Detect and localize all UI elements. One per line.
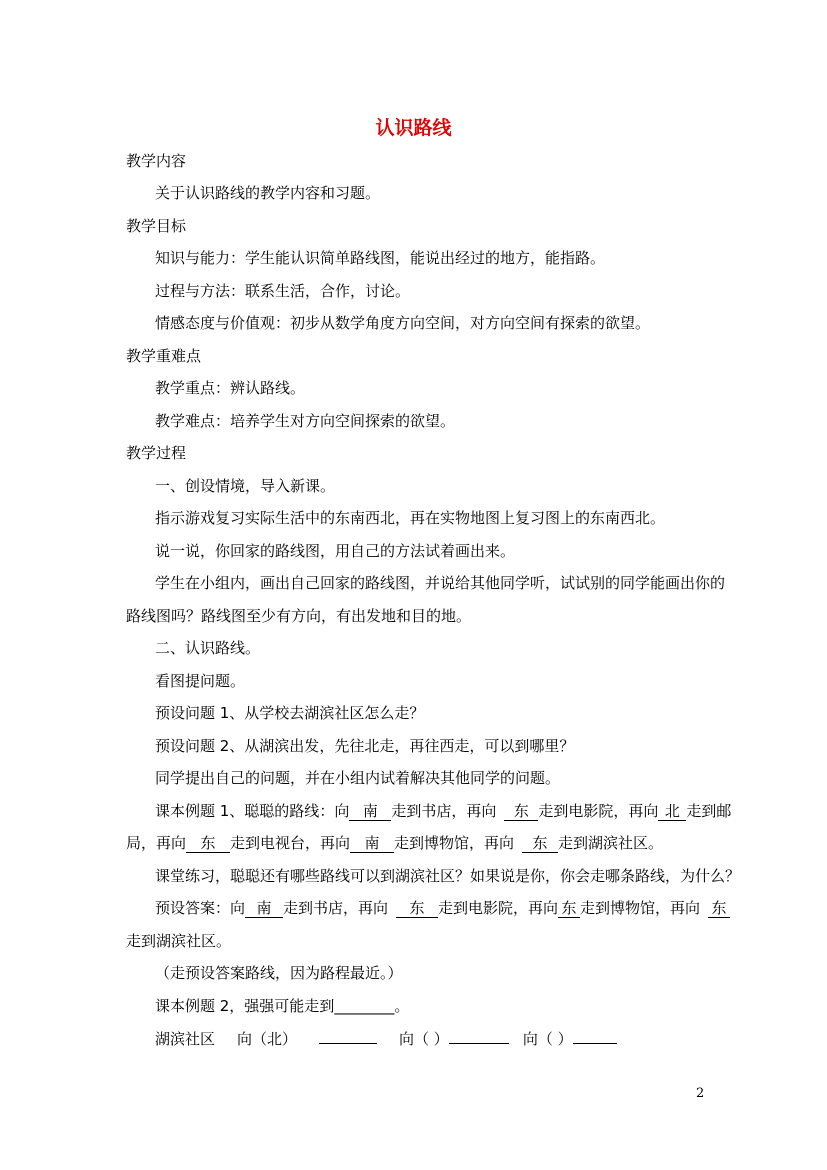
text-run: 走到博物馆，再向 bbox=[580, 899, 701, 917]
route-direction: 向（ ） bbox=[522, 1030, 573, 1048]
filled-blank: 东 bbox=[186, 834, 230, 853]
text-run: 走到电影院，再向 bbox=[538, 802, 659, 820]
filled-blank: 东 bbox=[504, 802, 538, 821]
text-run: 走到电视台，再向 bbox=[230, 834, 351, 852]
filled-blank: 南 bbox=[349, 802, 391, 821]
example1-line1 bbox=[155, 801, 731, 821]
goal-item: 过程与方法：联系生活，合作，讨论。 bbox=[155, 282, 411, 300]
heading-goals: 教学目标 bbox=[126, 217, 187, 235]
text-run: 走到电影院，再向 bbox=[438, 899, 559, 917]
page-title: 认识路线 bbox=[375, 117, 452, 139]
example1-line2 bbox=[126, 833, 663, 853]
step1-paragraph: 学生在小组内，画出自己回家的路线图，并说给其他同学听，试试别的同学能画出你的 bbox=[155, 574, 726, 592]
text-run: 预设答案：向 bbox=[155, 899, 246, 917]
answer-line2: 走到湖滨社区。 bbox=[126, 932, 232, 950]
filled-blank: 东 bbox=[708, 899, 730, 918]
text-run: 课本例题 1、聪聪的路线：向 bbox=[155, 802, 350, 820]
filled-blank: 东 bbox=[522, 834, 558, 853]
text-run: 走到博物馆，再向 bbox=[394, 834, 515, 852]
answer-line1 bbox=[155, 898, 730, 918]
page-number: 2 bbox=[696, 1086, 705, 1101]
preset-question-1: 预设问题 1、从学校去湖滨社区怎么走？ bbox=[155, 704, 425, 722]
key-point-item: 教学重点：辨认路线。 bbox=[155, 379, 306, 397]
filled-blank: 南 bbox=[350, 834, 394, 853]
text-run: 走到湖滨社区。 bbox=[558, 834, 664, 852]
answer-blank bbox=[573, 1029, 617, 1044]
content-text: 关于认识路线的教学内容和习题。 bbox=[155, 184, 381, 202]
route-direction: 向（北） bbox=[237, 1030, 298, 1048]
heading-process: 教学过程 bbox=[126, 444, 187, 462]
text-run: 局，再向 bbox=[126, 834, 187, 852]
step1-title: 一、创设情境，导入新课。 bbox=[155, 477, 336, 495]
preset-question-2: 预设问题 2、从湖滨出发，先往北走，再往西走，可以到哪里？ bbox=[155, 737, 575, 755]
step1-paragraph: 指示游戏复习实际生活中的东南西北，再在实物地图上复习图上的东南西北。 bbox=[155, 509, 666, 527]
step1-paragraph: 说一说，你回家的路线图，用自己的方法试着画出来。 bbox=[155, 542, 516, 560]
filled-blank: 南 bbox=[245, 899, 283, 918]
example2-question: 课本例题 2，强强可能走到________。 bbox=[155, 997, 410, 1015]
step2-paragraph: 看图提问题。 bbox=[155, 672, 246, 690]
route-direction: 向（ ） bbox=[399, 1030, 449, 1048]
step2-paragraph: 同学提出自己的问题，并在小组内试着解决其他同学的问题。 bbox=[155, 769, 561, 787]
text-run: 走到书店，再向 bbox=[283, 899, 389, 917]
goal-item: 知识与能力：学生能认识简单路线图，能说出经过的地方，能指路。 bbox=[155, 249, 606, 267]
step2-title: 二、认识路线。 bbox=[155, 639, 261, 657]
heading-content: 教学内容 bbox=[126, 152, 187, 170]
text-run: 走到邮 bbox=[686, 802, 732, 820]
text-run: 走到书店，再向 bbox=[391, 802, 497, 820]
filled-blank: 东 bbox=[558, 899, 580, 918]
goal-item: 情感态度与价值观：初步从数学角度方向空间，对方向空间有探索的欲望。 bbox=[155, 314, 651, 332]
step1-paragraph-cont: 路线图吗？路线图至少有方向，有出发地和目的地。 bbox=[126, 607, 472, 625]
route-start: 湖滨社区 bbox=[155, 1030, 216, 1048]
filled-blank: 东 bbox=[396, 899, 438, 918]
heading-key-points: 教学重难点 bbox=[126, 347, 202, 365]
answer-blank bbox=[449, 1029, 509, 1044]
practice-question: 课堂练习，聪聪还有哪些路线可以到湖滨社区？如果说是你，你会走哪条路线，为什么？ bbox=[155, 867, 741, 885]
answer-blank bbox=[319, 1029, 377, 1044]
route-fill-in bbox=[155, 1029, 617, 1049]
answer-note: （走预设答案路线，因为路程最近。） bbox=[155, 964, 403, 982]
key-point-item: 教学难点：培养学生对方向空间探索的欲望。 bbox=[155, 412, 456, 430]
filled-blank: 北 bbox=[658, 802, 686, 821]
